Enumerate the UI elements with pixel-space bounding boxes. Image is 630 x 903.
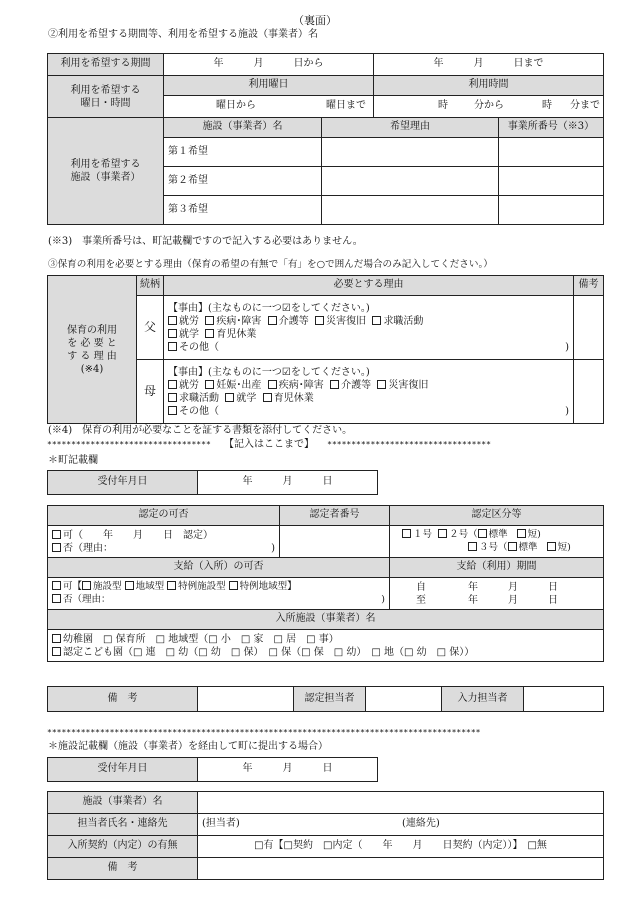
contract-field[interactable]: □有【□契約 □内定（ 年 月 日契約（内定））】 □無 — [198, 836, 604, 858]
entry-end-label: 【記入はここまで】 — [223, 439, 314, 450]
mother-opt-pregnancy[interactable]: 妊娠･出産 — [205, 380, 261, 391]
mother-opt-work[interactable]: 就労 — [168, 380, 199, 391]
town-receipt-value[interactable]: 年 月 日 — [198, 471, 378, 495]
approver-label: 認定担当者 — [294, 687, 366, 712]
period-from[interactable]: 年 月 日から — [164, 54, 374, 76]
choice-2[interactable]: 第２希望 — [164, 167, 322, 196]
day-header: 利用曜日 — [164, 76, 374, 96]
approver-no-field[interactable] — [280, 526, 390, 558]
approver-no-header: 認定者番号 — [280, 506, 390, 526]
section3-heading: ③保育の利用を必要とする理由（保育の希望の有無で「有」を○で囲んだ場合のみ記入してください。） — [48, 259, 493, 270]
period-label: 利用を希望する期間 — [48, 54, 164, 76]
approver-field[interactable] — [366, 687, 442, 712]
town-staff-table — [47, 686, 604, 712]
father-opt-other[interactable]: その他（ ) — [168, 341, 569, 354]
choice-3-reason[interactable] — [322, 196, 499, 225]
town-receipt-table — [47, 470, 378, 495]
facility-section-heading: ＊施設記載欄（施設（事業者）を経由して町に提出する場合） — [48, 741, 328, 752]
admit-facility-header: 入所施設（事業者）名 — [48, 610, 604, 630]
cat-3-short[interactable]: 短) — [547, 542, 571, 553]
choice-3-office — [499, 196, 604, 225]
reason-col-header: 必要とする理由 — [164, 276, 574, 296]
section2-heading: ②利用を希望する期間等、利用を希望する施設（事業者）名 — [48, 29, 318, 40]
town-remarks-label: 備 考 — [48, 687, 198, 712]
father-opt-illness[interactable]: 疾病･障害 — [205, 316, 261, 327]
approval-options — [48, 526, 280, 558]
cat-3[interactable]: ３号（ — [468, 542, 508, 553]
mother-remarks[interactable] — [574, 360, 604, 424]
contract-label: 入所契約（内定）の有無 — [48, 836, 198, 858]
category-header: 認定区分等 — [390, 506, 604, 526]
cat-1[interactable]: １号 — [402, 529, 432, 540]
supply-period-header: 支給（利用）期間 — [390, 558, 604, 578]
time-header: 利用時間 — [374, 76, 604, 96]
time-range-field[interactable]: 時 分から 時 分まで — [374, 96, 604, 118]
note3: (※3) 事業所番号は、町記載欄ですので記入する必要はありません。 — [48, 236, 363, 247]
father-reasons: 【事由】(主なものに一つ☑をしてください。) 就労 疾病･障害 介護等 災害復旧 求職活動 就学 育児休業 その他（ ) — [164, 296, 574, 360]
approval-header: 認定の可否 — [48, 506, 280, 526]
mother-opt-illness[interactable]: 疾病･障害 — [268, 380, 324, 391]
facility-name-field[interactable] — [198, 792, 604, 814]
mother-label: 母 — [137, 360, 164, 424]
father-opt-care[interactable]: 介護等 — [268, 316, 309, 327]
mother-opt-childcare-leave[interactable]: 育児休業 — [263, 393, 314, 404]
contact-field[interactable]: (担当者) (連絡先) — [198, 814, 604, 836]
mother-reasons: 【事由】(主なものに一つ☑をしてください。) 就労 妊娠･出産 疾病･障害 介護等 災害復旧 求職活動 就学 育児休業 その他（ ) — [164, 360, 574, 424]
facility-name-label: 施設（事業者）名 — [48, 792, 198, 814]
town-heading: ＊町記載欄 — [48, 455, 98, 466]
father-remarks[interactable] — [574, 296, 604, 360]
facility-label: 利用を希望する 施設（事業者） — [48, 118, 164, 225]
facility-remarks-label: 備 考 — [48, 858, 198, 880]
approve-no[interactable]: 否（理由： ) — [52, 542, 275, 555]
reason-left-label: 保育の利用 を 必 要 と す る 理 由 (※4) — [48, 276, 137, 424]
usage-period-table — [47, 53, 604, 225]
mother-opt-study[interactable]: 就学 — [225, 393, 256, 404]
supply-period-field[interactable]: 自 年 月 日 至 年 月 日 — [390, 578, 604, 610]
town-approval-table — [47, 505, 604, 662]
town-receipt-label: 受付年月日 — [48, 471, 198, 495]
choice-3[interactable]: 第３希望 — [164, 196, 322, 225]
page-title: （裏面） — [293, 14, 337, 27]
choice-2-office — [499, 167, 604, 196]
supply-no[interactable]: 否（理由： ) — [52, 594, 385, 606]
supply-header: 支給（入所）の可否 — [48, 558, 390, 578]
choice-2-reason[interactable] — [322, 167, 499, 196]
approve-yes[interactable]: 可（ 年 月 日 認定） — [52, 529, 275, 542]
choice-1-reason[interactable] — [322, 138, 499, 167]
remarks-header: 備考 — [574, 276, 604, 296]
cat-3-standard[interactable]: 標準 — [508, 542, 538, 553]
father-opt-work[interactable]: 就労 — [168, 316, 199, 327]
cat-2-short[interactable]: 短) — [517, 529, 541, 540]
note4: (※4) 保育の利用が必要なことを証する書類を添付してください。 — [48, 425, 353, 436]
mother-opt-disaster[interactable]: 災害復旧 — [377, 380, 428, 391]
relation-header: 続柄 — [137, 276, 164, 296]
cat-2[interactable]: ２号（ — [438, 529, 478, 540]
father-opt-study[interactable]: 就学 — [168, 329, 199, 340]
facility-receipt-value[interactable]: 年 月 日 — [198, 758, 378, 782]
town-remarks-field[interactable] — [198, 687, 294, 712]
mother-opt-jobseek[interactable]: 求職活動 — [168, 393, 219, 404]
category-options — [390, 526, 604, 558]
input-staff-label: 入力担当者 — [442, 687, 524, 712]
office-no-header: 事業所番号（※3） — [499, 118, 604, 138]
facility-receipt-table — [47, 757, 378, 782]
day-range-field[interactable]: 曜日から 曜日まで — [164, 96, 374, 118]
day-time-label: 利用を希望する 曜日・時間 — [48, 76, 164, 118]
facility-info-table — [47, 791, 604, 880]
input-staff-field[interactable] — [524, 687, 604, 712]
father-opt-disaster[interactable]: 災害復旧 — [315, 316, 366, 327]
reason-table — [47, 275, 604, 424]
reason-header: 希望理由 — [322, 118, 499, 138]
father-opt-jobseek[interactable]: 求職活動 — [372, 316, 423, 327]
entry-end-divider: ********************************** 【記入はここまで】 ********************************** — [47, 439, 491, 450]
facility-divider: ****************************************************************************************** — [47, 728, 481, 737]
facility-receipt-label: 受付年月日 — [48, 758, 198, 782]
admit-facility-options[interactable]: 幼稚園 □ 保育所 □ 地域型（□ 小 □ 家 □ 居 □ 事） 認定こども園（□ 連 □ 幼（□ 幼 □ 保） □ 保（□ 保 □ 幼） □ 地（□ 幼 □ 保）） — [48, 630, 604, 662]
mother-opt-care[interactable]: 介護等 — [330, 380, 371, 391]
choice-1-office — [499, 138, 604, 167]
mother-opt-other[interactable]: その他（ ) — [168, 405, 569, 418]
facility-remarks-field[interactable] — [198, 858, 604, 880]
period-to[interactable]: 年 月 日まで — [374, 54, 604, 76]
choice-1[interactable]: 第１希望 — [164, 138, 322, 167]
contact-label: 担当者氏名・連絡先 — [48, 814, 198, 836]
cat-2-standard[interactable]: 標準 — [478, 529, 508, 540]
facility-header: 施設（事業者）名 — [164, 118, 322, 138]
father-opt-childcare-leave[interactable]: 育児休業 — [205, 329, 256, 340]
father-label: 父 — [137, 296, 164, 360]
supply-yes[interactable]: 可【 施設型 地域型 特例施設型 特例地域型】 — [52, 581, 385, 593]
supply-options — [48, 578, 390, 610]
